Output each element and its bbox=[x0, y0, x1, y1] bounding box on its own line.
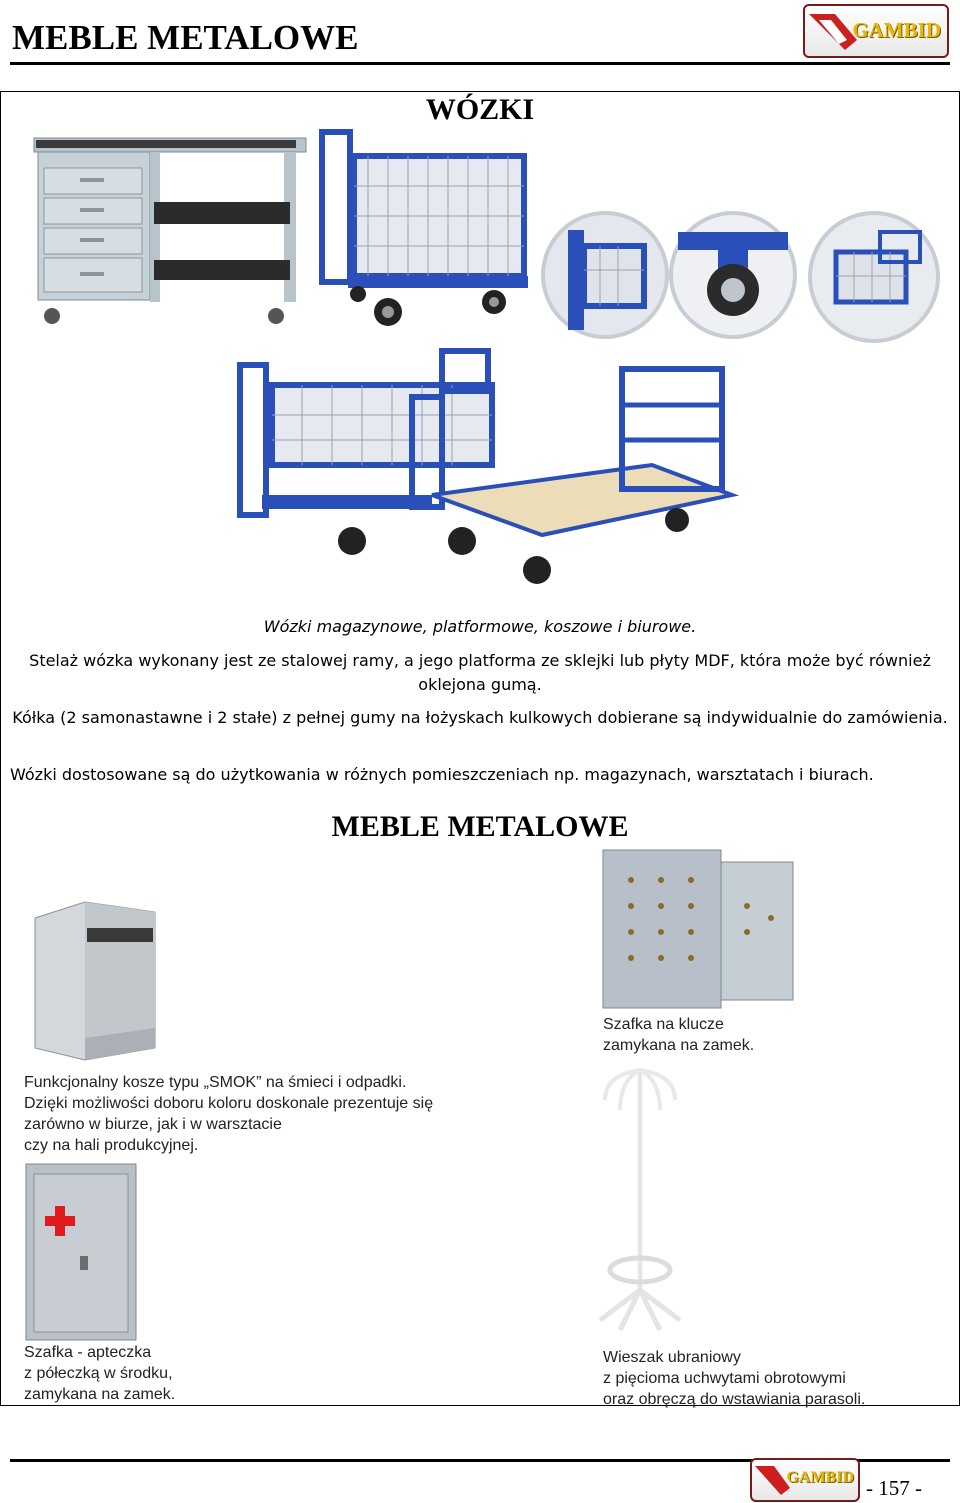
detail-wheel-image bbox=[668, 210, 798, 340]
key-cabinet-caption: Szafka na klucze zamykana na zamek. bbox=[603, 1016, 755, 1054]
page-header-title: MEBLE METALOWE bbox=[12, 18, 359, 57]
section-title-carts: WÓZKI bbox=[425, 93, 535, 126]
logo-text: GAMBID bbox=[852, 18, 941, 42]
carts-paragraph-wheels: Kółka (2 samonastawne i 2 stałe) z pełnej gumy na łożyskach kulkowych dobierane są indywidualnie do zamówienia. bbox=[12, 708, 948, 727]
first-aid-cabinet-caption: Szafka - apteczka z półeczką w środku, zamykana na zamek. bbox=[24, 1344, 176, 1403]
carts-paragraph-frame: Stelaż wózka wykonany jest ze stalowej ramy, a jego platforma ze sklejki lub płyty MDF, która może być również oklejona gumą. bbox=[29, 651, 931, 694]
detail-basket-image bbox=[804, 210, 944, 345]
detail-frame-image bbox=[540, 210, 670, 340]
carts-caption: Wózki magazynowe, platformowe, koszowe i biurowe. bbox=[263, 617, 697, 636]
mesh-basket-cart-image bbox=[318, 126, 543, 336]
trash-bin-caption: Funkcjonalny kosze typu „SMOK” na śmieci i odpadki. Dzięki możliwości doboru koloru doskonale prezentuje się zarówno w biurze, jak i w warsztacie czy na hali produkcyjnej. bbox=[24, 1074, 434, 1154]
coat-rack-caption: Wieszak ubraniowy z pięcioma uchwytami obrotowymi oraz obręczą do wstawiania parasoli. bbox=[603, 1349, 866, 1408]
office-cart-image bbox=[30, 130, 315, 330]
header-divider bbox=[10, 62, 950, 65]
footer-gambid-logo bbox=[750, 1458, 860, 1502]
section-title-metal-furniture: MEBLE METALOWE bbox=[331, 810, 629, 843]
carts-paragraph-usage: Wózki dostosowane są do użytkowania w różnych pomieszczeniach np. magazynach, warsztatach i biurach. bbox=[10, 765, 874, 784]
footer-logo-text: GAMBID bbox=[786, 1469, 854, 1486]
first-aid-cabinet-image bbox=[22, 1160, 142, 1345]
key-cabinet-image bbox=[601, 848, 801, 1013]
page-number: - 157 - bbox=[866, 1476, 922, 1500]
smok-trash-bin-image bbox=[25, 898, 165, 1063]
gambid-logo bbox=[803, 4, 949, 58]
basket-and-platform-carts-image bbox=[232, 345, 752, 595]
coat-rack-image bbox=[595, 1050, 685, 1340]
